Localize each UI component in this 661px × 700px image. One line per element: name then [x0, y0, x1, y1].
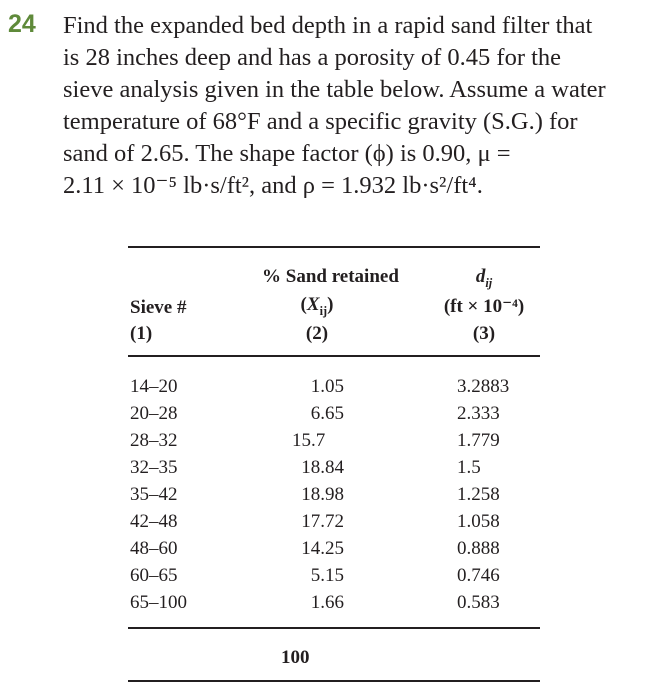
problem-line: is 28 inches deep and has a porosity of 0.45 for the	[63, 44, 562, 71]
sieve-cell: 32–35	[130, 457, 178, 478]
problem-line: 2.11 × 10⁻⁵ lb·s/ft², and ρ = 1.932 lb·s²/ft⁴.	[63, 172, 483, 199]
diameter-cell: 0.746	[457, 565, 500, 586]
col2-header-number: (2)	[305, 323, 329, 344]
retained-cell: 15.7	[292, 430, 326, 451]
col3-header-number: (3)	[472, 323, 496, 344]
retained-cell: 1.66	[310, 592, 344, 613]
retained-cell: 17.72	[301, 511, 344, 532]
problem-line: temperature of 68°F and a specific gravity (S.G.) for	[63, 108, 578, 135]
retained-cell: 1.05	[310, 376, 344, 397]
col3-header-symbol: $d_{ij}$	[475, 266, 493, 290]
diameter-cell: 1.779	[457, 430, 500, 451]
col1-header-title: Sieve #	[130, 297, 187, 318]
sieve-cell: 60–65	[130, 565, 178, 586]
diameter-cell: 0.888	[457, 538, 500, 559]
sieve-cell: 65–100	[130, 592, 187, 613]
diameter-cell: 2.333	[457, 403, 500, 424]
col2-header-title: % Sand retained	[262, 266, 399, 287]
diameter-cell: 1.5	[457, 457, 481, 478]
problem-line: sieve analysis given in the table below. Assume a water	[63, 76, 606, 103]
table-header-rule	[128, 355, 540, 357]
table-total-rule	[128, 627, 540, 629]
sieve-cell: 42–48	[130, 511, 178, 532]
diameter-cell: 3.2883	[457, 376, 510, 397]
retained-cell: 14.25	[301, 538, 344, 559]
problem-number: 24	[8, 10, 36, 38]
table-top-rule	[128, 246, 540, 248]
diameter-cell: 1.258	[457, 484, 500, 505]
problem-statement	[63, 10, 655, 202]
problem-line: sand of 2.65. The shape factor (ϕ) is 0.90, μ =	[63, 140, 511, 167]
sieve-cell: 14–20	[130, 376, 178, 397]
total-cell: 100	[281, 647, 310, 668]
col2-header-symbol: $(X_{ij})$	[300, 294, 334, 318]
col3-header-units: (ft × 10⁻⁴)	[443, 296, 525, 317]
retained-cell: 6.65	[310, 403, 344, 424]
sieve-cell: 20–28	[130, 403, 178, 424]
table-bottom-rule	[128, 680, 540, 682]
problem-line: Find the expanded bed depth in a rapid sand filter that	[63, 12, 593, 39]
sieve-cell: 48–60	[130, 538, 178, 559]
col1-header-number: (1)	[130, 323, 153, 344]
sieve-cell: 28–32	[130, 430, 178, 451]
diameter-cell: 1.058	[457, 511, 500, 532]
retained-cell: 5.15	[310, 565, 344, 586]
retained-cell: 18.98	[301, 484, 344, 505]
diameter-cell: 0.583	[457, 592, 500, 613]
retained-cell: 18.84	[301, 457, 344, 478]
sieve-cell: 35–42	[130, 484, 178, 505]
